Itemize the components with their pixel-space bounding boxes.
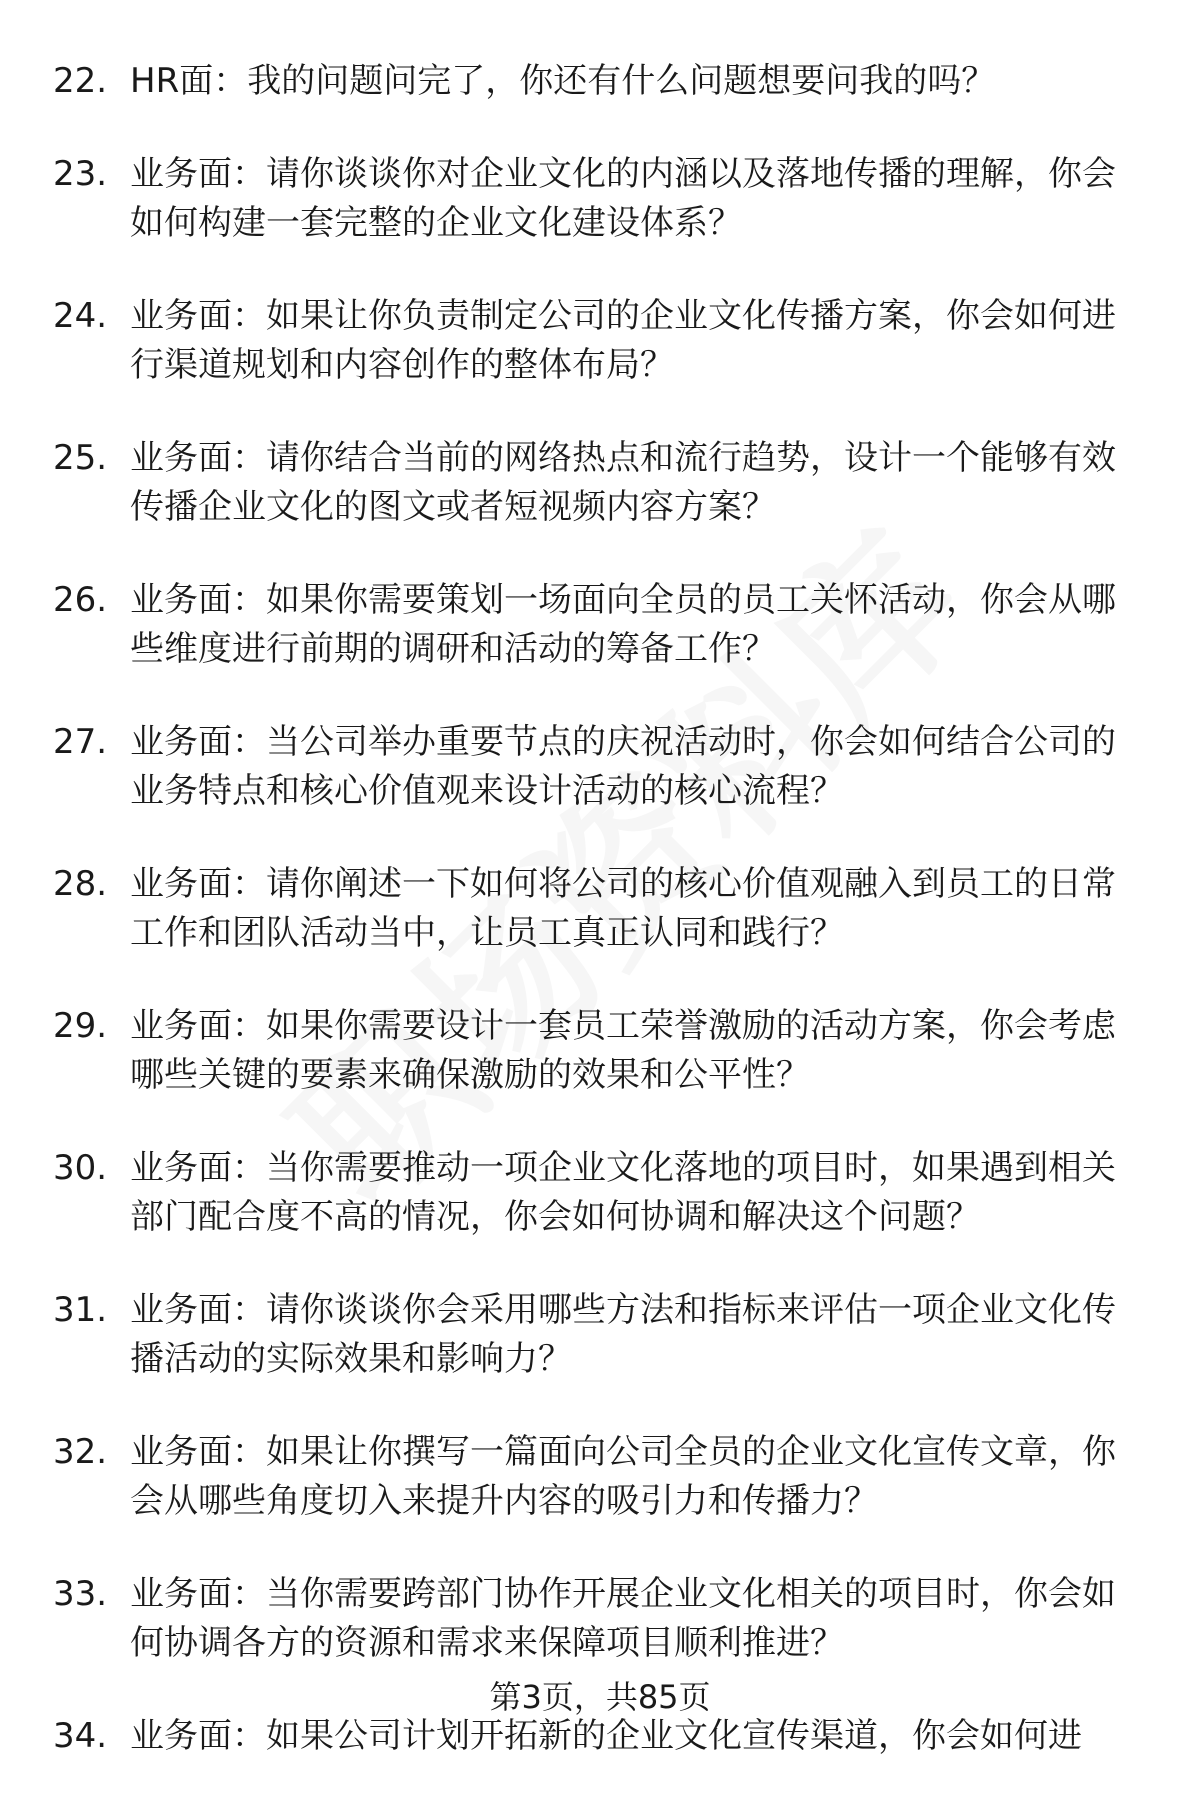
question-number: 30. [53, 1148, 108, 1188]
question-number: 26. [53, 580, 108, 620]
question-number: 33. [53, 1574, 108, 1614]
question-text: 业务面：当你需要推动一项企业文化落地的项目时，如果遇到相关部门配合度不高的情况，你会如何协调和解决这个问题？ [130, 1148, 1116, 1237]
question-text: HR面：我的问题问完了，你还有什么问题想要问我的吗？ [130, 61, 996, 101]
list-item [0, 576, 1200, 674]
question-number: 32. [53, 1432, 108, 1472]
list-item [0, 860, 1200, 958]
list-item [0, 434, 1200, 532]
question-text: 业务面：请你谈谈你会采用哪些方法和指标来评估一项企业文化传播活动的实际效果和影响力？ [130, 1290, 1116, 1379]
question-text: 业务面：当你需要跨部门协作开展企业文化相关的项目时，你会如何协调各方的资源和需求来保障项目顺利推进？ [130, 1574, 1116, 1663]
question-text: 业务面：如果让你撰写一篇面向公司全员的企业文化宣传文章，你会从哪些角度切入来提升内容的吸引力和传播力？ [130, 1432, 1116, 1521]
list-item [0, 1428, 1200, 1526]
question-text: 业务面：如果公司计划开拓新的企业文化宣传渠道，你会如何进 [130, 1716, 1082, 1756]
page-footer [0, 1675, 1200, 1719]
question-number: 29. [53, 1006, 108, 1046]
question-number: 24. [53, 296, 108, 336]
list-item [0, 1286, 1200, 1384]
list-item [0, 150, 1200, 248]
question-text: 业务面：如果让你负责制定公司的企业文化传播方案，你会如何进行渠道规划和内容创作的整体布局？ [130, 296, 1116, 385]
question-number: 34. [53, 1716, 108, 1756]
question-text: 业务面：请你结合当前的网络热点和流行趋势，设计一个能够有效传播企业文化的图文或者短视频内容方案？ [130, 438, 1116, 527]
list-item [0, 1570, 1200, 1668]
question-text: 业务面：当公司举办重要节点的庆祝活动时，你会如何结合公司的业务特点和核心价值观来设计活动的核心流程？ [130, 722, 1116, 811]
question-number: 23. [53, 154, 108, 194]
list-item [0, 1712, 1200, 1761]
question-number: 25. [53, 438, 108, 478]
list-item [0, 57, 1200, 106]
question-number: 28. [53, 864, 108, 904]
list-item [0, 718, 1200, 816]
question-list [0, 57, 1200, 1805]
list-item [0, 1144, 1200, 1242]
question-text: 业务面：请你阐述一下如何将公司的核心价值观融入到员工的日常工作和团队活动当中，让员工真正认同和践行？ [130, 864, 1116, 953]
list-item [0, 292, 1200, 390]
list-item [0, 1002, 1200, 1100]
question-number: 22. [53, 61, 108, 101]
question-text: 业务面：请你谈谈你对企业文化的内涵以及落地传播的理解，你会如何构建一套完整的企业文化建设体系？ [130, 154, 1116, 243]
question-text: 业务面：如果你需要策划一场面向全员的员工关怀活动，你会从哪些维度进行前期的调研和活动的筹备工作？ [130, 580, 1116, 669]
question-number: 27. [53, 722, 108, 762]
question-number: 31. [53, 1290, 108, 1330]
question-text: 业务面：如果你需要设计一套员工荣誉激励的活动方案，你会考虑哪些关键的要素来确保激励的效果和公平性？ [130, 1006, 1116, 1095]
page-number-label: 第3页，共85页 [489, 1678, 711, 1716]
